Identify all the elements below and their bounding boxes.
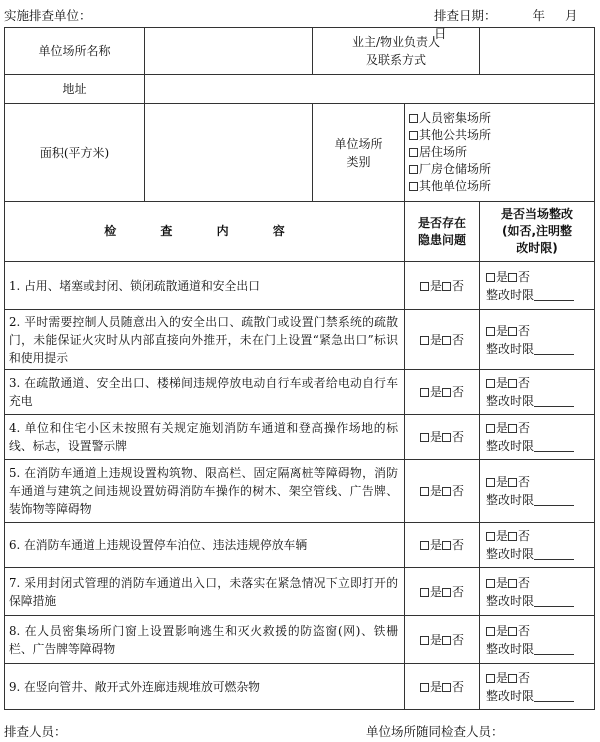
category-option[interactable]	[409, 178, 594, 195]
category-option[interactable]	[409, 110, 594, 127]
no-label: 否	[452, 385, 465, 399]
no-label: 否	[452, 538, 465, 552]
category-label-line1: 单位场所	[334, 136, 383, 151]
fix-header	[480, 202, 595, 262]
no-checkbox[interactable]	[442, 683, 451, 692]
unit-label: 实施排查单位：	[4, 8, 92, 23]
table-row	[5, 370, 595, 415]
content-header	[5, 202, 405, 262]
hazard-answer	[405, 310, 480, 370]
no-checkbox[interactable]	[442, 588, 451, 597]
fix-answer	[480, 262, 595, 310]
category-option-label: 其他公共场所	[419, 128, 492, 142]
yes-checkbox[interactable]	[420, 487, 429, 496]
fix-answer	[480, 568, 595, 616]
yes-label: 是	[429, 430, 442, 444]
owner-label	[313, 28, 480, 75]
no-label: 否	[452, 278, 465, 293]
no-label: 否	[452, 484, 465, 498]
fix-answer	[480, 616, 595, 664]
hazard-header-line1: 是否存在	[418, 215, 467, 230]
deadline-field[interactable]	[534, 547, 574, 560]
no-label: 否	[518, 376, 531, 390]
fix-header-line2: (如否,注明整	[501, 224, 573, 238]
yes-checkbox[interactable]	[486, 674, 495, 683]
no-checkbox[interactable]	[442, 487, 451, 496]
category-option-label: 厂房仓储场所	[419, 162, 492, 176]
yes-checkbox[interactable]	[420, 388, 429, 397]
category-label	[313, 104, 405, 202]
category-option-label: 居住场所	[419, 145, 468, 159]
item-text: 2. 平时需要控制人员随意出入的安全出口、疏散门或设置门禁系统的疏散门，未能保证火灾时从内部直接向外推开，未在门上设置“紧急出口”标识和使用提示	[5, 310, 405, 370]
yes-label: 是	[429, 385, 442, 399]
yes-checkbox[interactable]	[420, 541, 429, 550]
deadline-label: 整改时限	[486, 547, 535, 561]
no-checkbox[interactable]	[442, 282, 451, 291]
no-label: 否	[518, 623, 531, 638]
area-label: 面积(平方米)	[5, 104, 145, 202]
yes-label: 是	[429, 632, 442, 647]
yes-checkbox[interactable]	[486, 627, 495, 636]
item-rows	[5, 262, 595, 710]
table-row	[5, 460, 595, 523]
inspector-label: 排查人员：	[4, 724, 67, 739]
checkbox[interactable]	[409, 165, 418, 174]
no-checkbox[interactable]	[442, 636, 451, 645]
hazard-answer	[405, 370, 480, 415]
hazard-header-line2: 隐患问题	[418, 232, 467, 247]
deadline-label: 整改时限	[486, 493, 535, 507]
checkbox[interactable]	[409, 114, 418, 123]
day-label: 日	[434, 26, 447, 41]
deadline-field[interactable]	[534, 493, 574, 506]
yes-checkbox[interactable]	[486, 579, 495, 588]
item-text: 7. 采用封闭式管理的消防车通道出入口，未落实在紧急情况下立即打开的保障措施	[5, 568, 405, 616]
table-row	[5, 568, 595, 616]
yes-label: 是	[429, 332, 442, 347]
yes-label: 是	[429, 484, 442, 498]
deadline-label: 整改时限	[486, 394, 535, 408]
deadline-field[interactable]	[534, 342, 574, 355]
no-label: 否	[452, 679, 465, 694]
yes-checkbox[interactable]	[420, 588, 429, 597]
deadline-field[interactable]	[534, 394, 574, 407]
no-checkbox[interactable]	[508, 478, 517, 487]
no-label: 否	[452, 430, 465, 444]
yes-checkbox[interactable]	[420, 636, 429, 645]
yes-checkbox[interactable]	[420, 683, 429, 692]
yes-checkbox[interactable]	[420, 336, 429, 345]
no-label: 否	[518, 323, 531, 338]
yes-label: 是	[429, 278, 442, 293]
month-label: 月	[565, 8, 578, 23]
yes-checkbox[interactable]	[420, 282, 429, 291]
item-text: 1. 占用、堵塞或封闭、锁闭疏散通道和安全出口	[5, 262, 405, 310]
no-checkbox[interactable]	[508, 424, 517, 433]
table-row	[5, 616, 595, 664]
category-options	[405, 104, 595, 202]
yes-label: 是	[496, 269, 509, 284]
yes-checkbox[interactable]	[486, 478, 495, 487]
deadline-label: 整改时限	[486, 593, 535, 608]
yes-checkbox[interactable]	[486, 424, 495, 433]
no-checkbox[interactable]	[508, 627, 517, 636]
category-label-line2: 类别	[346, 154, 371, 169]
date-label-text: 排查日期：	[434, 8, 497, 23]
fix-answer	[480, 460, 595, 523]
deadline-field[interactable]	[534, 288, 574, 301]
fix-answer	[480, 370, 595, 415]
no-checkbox[interactable]	[442, 388, 451, 397]
deadline-field[interactable]	[534, 642, 574, 655]
yes-label: 是	[496, 421, 509, 435]
no-checkbox[interactable]	[508, 273, 517, 282]
yes-label: 是	[496, 475, 509, 489]
yes-checkbox[interactable]	[420, 433, 429, 442]
yes-label: 是	[496, 575, 509, 590]
fix-answer	[480, 523, 595, 568]
year-label: 年	[532, 8, 546, 23]
inspection-table	[4, 27, 595, 710]
yes-label: 是	[496, 529, 509, 543]
address-label: 地址	[5, 75, 145, 104]
yes-checkbox[interactable]	[486, 273, 495, 282]
yes-label: 是	[496, 623, 509, 638]
deadline-label: 整改时限	[486, 341, 535, 356]
fix-answer	[480, 664, 595, 710]
table-row	[5, 262, 595, 310]
no-checkbox[interactable]	[442, 336, 451, 345]
owner-label-line2: 及联系方式	[366, 53, 427, 67]
table-row	[5, 415, 595, 460]
no-label: 否	[518, 575, 531, 590]
no-label: 否	[518, 421, 531, 435]
yes-label: 是	[496, 376, 509, 390]
no-label: 否	[452, 332, 465, 347]
fix-header-line3: 改时限)	[516, 241, 558, 255]
deadline-label: 整改时限	[486, 439, 535, 453]
accompany-label: 单位场所随同检查人员：	[366, 724, 504, 739]
yes-label: 是	[429, 584, 442, 599]
unit-name-label: 单位场所名称	[5, 28, 145, 75]
hazard-answer	[405, 523, 480, 568]
table-row	[5, 523, 595, 568]
hazard-answer	[405, 415, 480, 460]
no-checkbox[interactable]	[508, 327, 517, 336]
yes-label: 是	[429, 538, 442, 552]
item-text: 4. 单位和住宅小区未按照有关规定施划消防车通道和登高操作场地的标线、标志，设置警示牌	[5, 415, 405, 460]
deadline-label: 整改时限	[486, 688, 535, 703]
fix-answer	[480, 415, 595, 460]
item-text: 5. 在消防车通道上违规设置构筑物、限高栏、固定隔离桩等障碍物，消防车通道与建筑之间违规设置妨碍消防车操作的树木、架空管线、广告牌、装饰物等障碍物	[5, 460, 405, 523]
no-label: 否	[452, 632, 465, 647]
fix-header-line1: 是否当场整改	[501, 207, 574, 221]
hazard-answer	[405, 568, 480, 616]
no-label: 否	[518, 529, 531, 543]
item-text: 3. 在疏散通道、安全出口、楼梯间违规停放电动自行车或者给电动自行车充电	[5, 370, 405, 415]
category-option-label: 其他单位场所	[419, 179, 492, 193]
no-checkbox[interactable]	[508, 674, 517, 683]
no-checkbox[interactable]	[442, 541, 451, 550]
deadline-field[interactable]	[534, 689, 574, 702]
checkbox[interactable]	[409, 148, 418, 157]
checkbox[interactable]	[409, 131, 418, 140]
category-option[interactable]	[409, 161, 594, 178]
hazard-answer	[405, 262, 480, 310]
item-text: 9. 在竖向管井、敞开式外连廊违规堆放可燃杂物	[5, 664, 405, 710]
category-option-label: 人员密集场所	[419, 111, 492, 125]
deadline-label: 整改时限	[486, 287, 535, 302]
yes-label: 是	[429, 679, 442, 694]
owner-field[interactable]	[480, 28, 595, 75]
no-checkbox[interactable]	[508, 579, 517, 588]
item-text: 6. 在消防车通道上违规设置停车泊位、违法违规停放车辆	[5, 523, 405, 568]
no-checkbox[interactable]	[508, 532, 517, 541]
hazard-header	[405, 202, 480, 262]
category-option[interactable]	[409, 127, 594, 144]
unit-name-field[interactable]	[145, 28, 313, 75]
category-option[interactable]	[409, 144, 594, 161]
address-field[interactable]	[145, 75, 595, 104]
owner-label-line1: 业主/物业负责人	[351, 35, 441, 49]
hazard-answer	[405, 460, 480, 523]
no-label: 否	[518, 670, 531, 685]
deadline-field[interactable]	[534, 594, 574, 607]
no-checkbox[interactable]	[508, 379, 517, 388]
deadline-field[interactable]	[534, 439, 574, 452]
no-label: 否	[518, 269, 531, 284]
table-row	[5, 310, 595, 370]
item-text: 8. 在人员密集场所门窗上设置影响逃生和灭火救援的防盗窗(网)、铁栅栏、广告牌等障碍物	[5, 616, 405, 664]
yes-label: 是	[496, 670, 509, 685]
area-field[interactable]	[145, 104, 313, 202]
checkbox[interactable]	[409, 182, 418, 191]
table-row	[5, 664, 595, 710]
hazard-answer	[405, 664, 480, 710]
hazard-answer	[405, 616, 480, 664]
deadline-label: 整改时限	[486, 641, 535, 656]
yes-checkbox[interactable]	[486, 532, 495, 541]
yes-checkbox[interactable]	[486, 327, 495, 336]
no-checkbox[interactable]	[442, 433, 451, 442]
no-label: 否	[518, 475, 531, 489]
yes-label: 是	[496, 323, 509, 338]
fix-answer	[480, 310, 595, 370]
yes-checkbox[interactable]	[486, 379, 495, 388]
content-header-text: 检 查 内 容	[104, 224, 305, 238]
no-label: 否	[452, 584, 465, 599]
